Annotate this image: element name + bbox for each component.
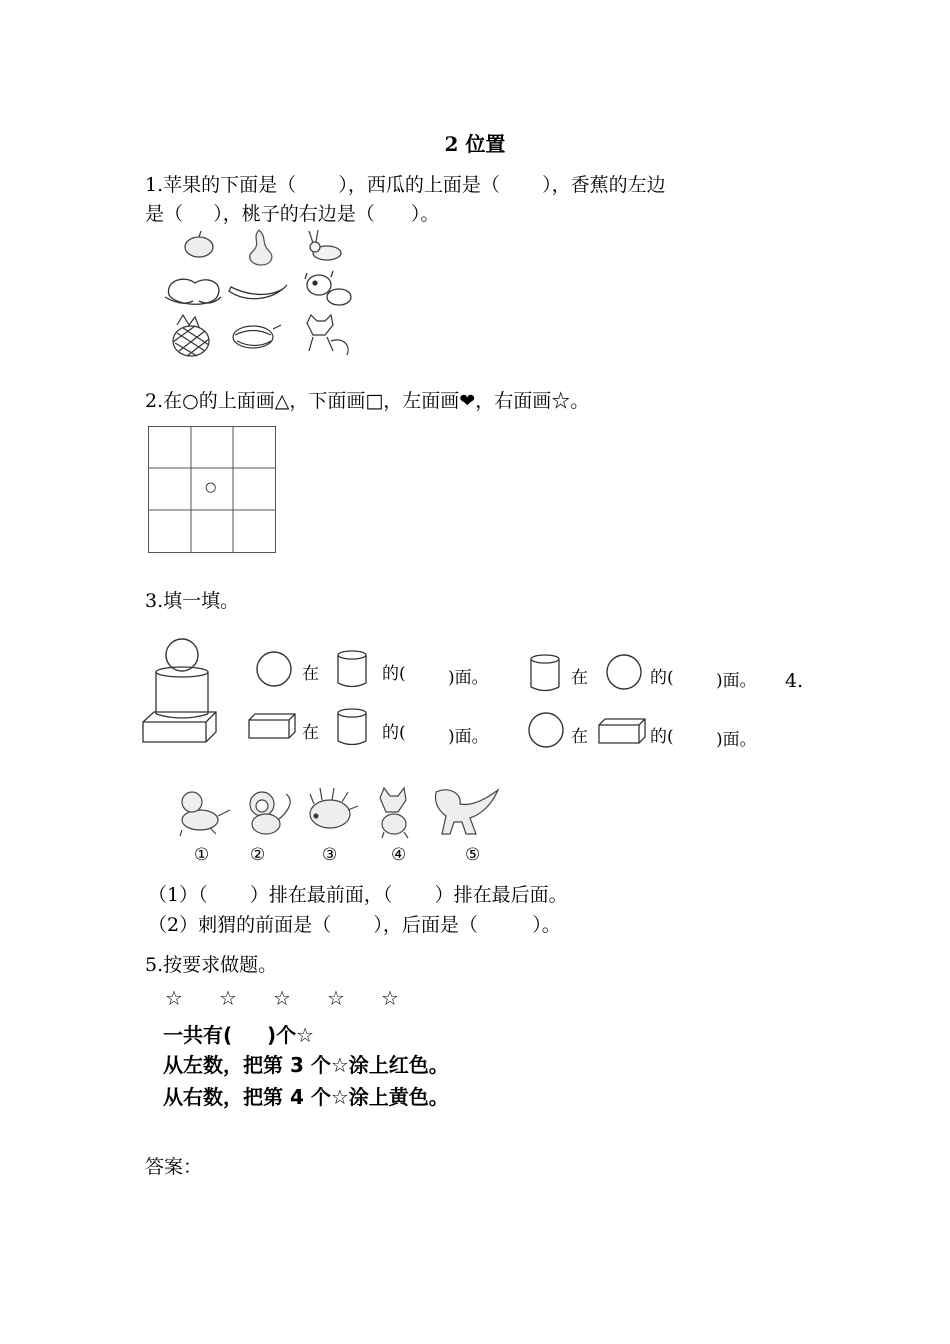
q4-line1: （1）（ ）排在最前面，（ ）排在最后面。 — [148, 884, 568, 906]
q5-line3: 从右数，把第 4 个☆涂上黄色。 — [163, 1085, 449, 1109]
cylinder-shape — [336, 650, 370, 690]
q4-animal-row — [170, 780, 510, 840]
cylinder-shape — [529, 654, 563, 694]
q5-star-5: ☆ — [381, 986, 399, 1010]
q5-star-3: ☆ — [273, 986, 291, 1010]
q3-r1b-mian: )面。 — [716, 671, 757, 691]
q4-number-5: ⑤ — [465, 845, 481, 865]
q4-line2: （2）刺猬的前面是（ ），后面是（ ）。 — [148, 914, 561, 936]
circle-shape — [255, 652, 295, 688]
q2-center-circle: ○ — [205, 480, 217, 495]
q4-number-2: ② — [250, 845, 266, 865]
q5-line1: 一共有( )个☆ — [163, 1023, 315, 1047]
answer-label: 答案： — [145, 1156, 203, 1178]
q3-r2-mian: )面。 — [448, 727, 489, 747]
q3-r2-zai: 在 — [302, 723, 319, 743]
q3-r2b-de: 的( — [650, 727, 674, 747]
q5-line2: 从左数，把第 3 个☆涂上红色。 — [163, 1053, 449, 1077]
peach-icon — [165, 279, 221, 304]
q3-stacked-shapes — [140, 638, 222, 746]
banana-icon — [229, 285, 287, 299]
q1-line2: 是（ ），桃子的右边是（ ）。 — [145, 203, 440, 225]
watermelon-icon — [233, 325, 281, 348]
circle-shape — [527, 713, 567, 749]
q3-r1b-zai: 在 — [571, 668, 588, 688]
rabbit-icon — [309, 230, 341, 260]
q4-number-3: ③ — [322, 845, 338, 865]
q3-r1-zai: 在 — [302, 664, 319, 684]
pineapple-icon — [173, 315, 209, 356]
q3-r2b-zai: 在 — [571, 727, 588, 747]
cuboid-shape — [597, 717, 647, 745]
monkey-icon — [250, 792, 290, 834]
q4-number-4: ④ — [391, 845, 407, 865]
dog-icon — [305, 271, 351, 305]
q3-r1-de: 的( — [382, 664, 406, 684]
dinosaur-icon — [435, 790, 498, 834]
q3-r1b-de: 的( — [650, 668, 674, 688]
page-title: 2 位置 — [444, 132, 506, 156]
q5-star-2: ☆ — [219, 986, 237, 1010]
cuboid-shape — [247, 712, 297, 740]
hedgehog-icon — [310, 788, 358, 828]
q4-label: 4. — [785, 670, 804, 692]
fox-icon — [307, 315, 348, 355]
q5-star-1: ☆ — [165, 986, 183, 1010]
pear-icon — [250, 230, 272, 265]
apple-icon — [185, 231, 213, 257]
fox-icon — [380, 788, 408, 838]
q5-star-4: ☆ — [327, 986, 345, 1010]
q1-line1: 1.苹果的下面是（ ），西瓜的上面是（ ），香蕉的左边 — [145, 174, 666, 196]
q3-r2b-mian: )面。 — [716, 730, 757, 750]
q4-number-1: ① — [194, 845, 210, 865]
circle-shape — [605, 655, 645, 691]
cylinder-shape — [336, 708, 370, 748]
q1-picture-grid — [155, 225, 365, 360]
dog-icon — [180, 792, 230, 836]
q5-label: 5.按要求做题。 — [145, 954, 278, 976]
q3-r2-de: 的( — [382, 723, 406, 743]
q3-r1-mian: )面。 — [448, 668, 489, 688]
q2-text: 2.在○的上面画△，下面画□，左面画❤，右面画☆。 — [145, 390, 590, 412]
q3-label: 3.填一填。 — [145, 590, 240, 612]
